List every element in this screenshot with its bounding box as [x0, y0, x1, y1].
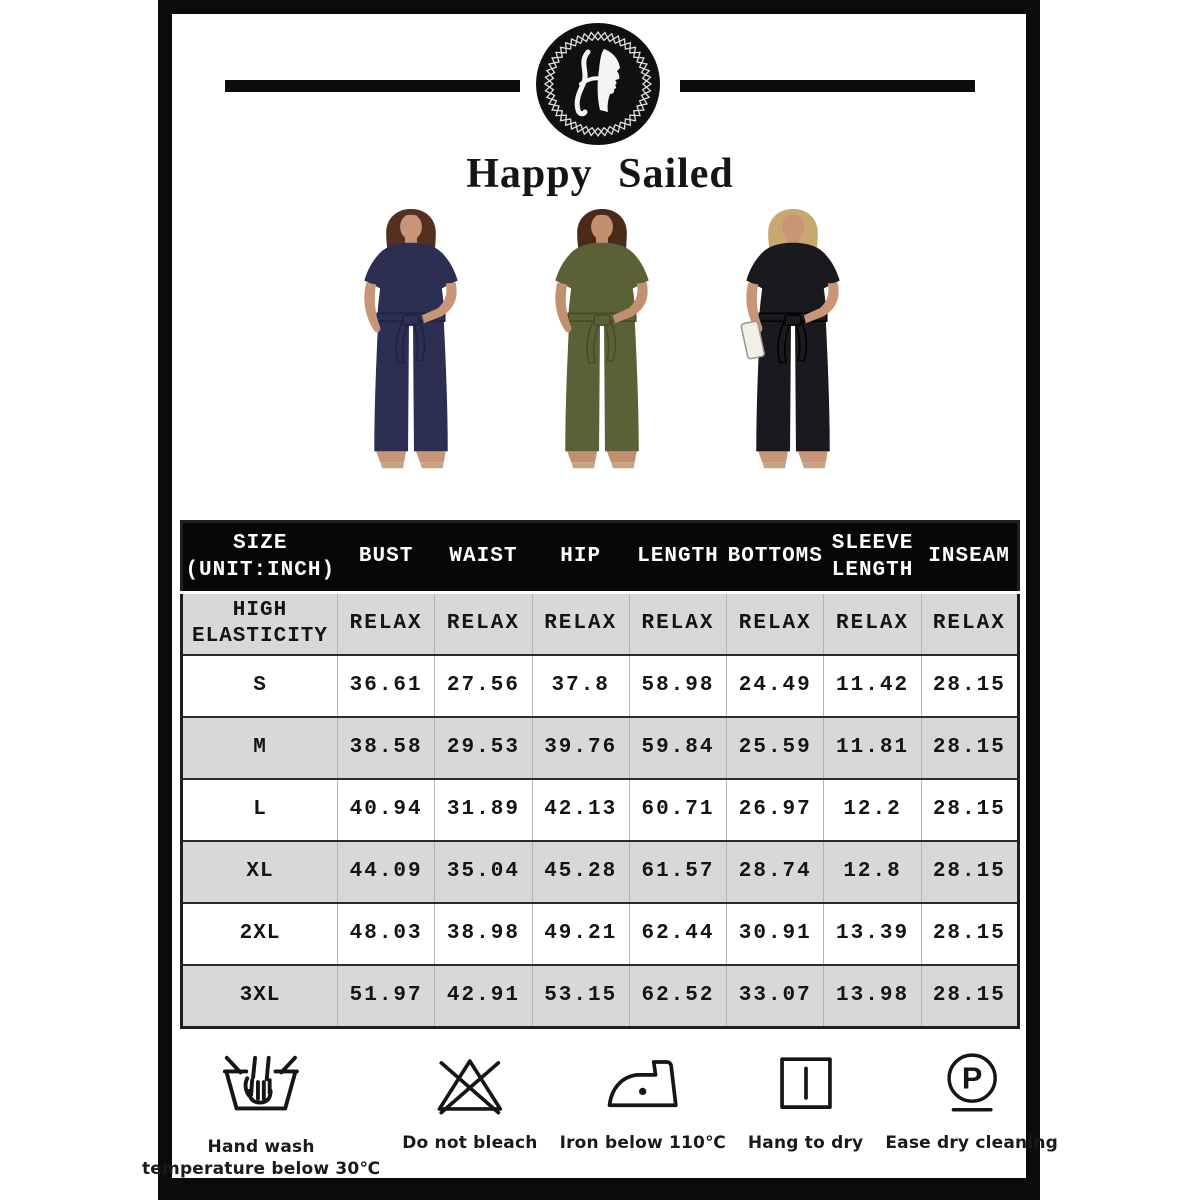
table-row-l [182, 779, 1019, 841]
care-label: Do not bleach [402, 1133, 538, 1153]
cell: 44.09 [338, 841, 435, 903]
cell: 28.15 [921, 717, 1018, 779]
gentle-dry-clean-icon [938, 1050, 1006, 1120]
care-item-hand-wash [142, 1050, 380, 1180]
cell: 37.8 [532, 655, 629, 717]
cell: 36.61 [338, 655, 435, 717]
cell: 51.97 [338, 965, 435, 1028]
col-hip: HIP [532, 522, 629, 593]
cell: 27.56 [435, 655, 532, 717]
care-item-hang-dry [748, 1050, 863, 1154]
table-row-xl [182, 841, 1019, 903]
cell: 61.57 [629, 841, 726, 903]
table-row-2xl [182, 903, 1019, 965]
cell: RELAX [338, 593, 435, 656]
cell: 62.52 [629, 965, 726, 1028]
col-bust: BUST [338, 522, 435, 593]
care-item-iron [560, 1050, 726, 1154]
cell: 49.21 [532, 903, 629, 965]
care-label: Hand wash temperature below 30℃ [141, 1137, 381, 1180]
cell: RELAX [921, 593, 1018, 656]
cell: 35.04 [435, 841, 532, 903]
care-item-dry-clean [885, 1050, 1058, 1154]
cell: RELAX [435, 593, 532, 656]
hand-wash-icon [220, 1050, 302, 1124]
cell: 62.44 [629, 903, 726, 965]
iron-low-heat-icon [604, 1050, 681, 1120]
cell: 40.94 [338, 779, 435, 841]
cell: 13.39 [824, 903, 921, 965]
hang-to-dry-icon [771, 1050, 841, 1120]
col-inseam: INSEAM [921, 522, 1018, 593]
cell: 38.58 [338, 717, 435, 779]
care-instructions [141, 1050, 1059, 1180]
size-unit-header: SIZE (UNIT:INCH) [182, 522, 338, 593]
svg-text:P: P [961, 1060, 982, 1096]
cell: 42.91 [435, 965, 532, 1028]
table-row-3xl [182, 965, 1019, 1028]
cell: RELAX [629, 593, 726, 656]
product-photo-navy-jumpsuit [336, 203, 486, 501]
col-sleeve-length: SLEEVE LENGTH [824, 522, 921, 593]
cell: 12.8 [824, 841, 921, 903]
cell: 13.98 [824, 965, 921, 1028]
cell: 24.49 [727, 655, 824, 717]
cell: 11.42 [824, 655, 921, 717]
header-divider-right [680, 80, 975, 92]
col-length: LENGTH [629, 522, 726, 593]
size-label: 3XL [182, 965, 338, 1028]
cell: RELAX [532, 593, 629, 656]
cell: 28.15 [921, 655, 1018, 717]
cell: 28.15 [921, 903, 1018, 965]
product-photo-black-jumpsuit [718, 203, 868, 501]
size-label: 2XL [182, 903, 338, 965]
size-label: S [182, 655, 338, 717]
cell: 31.89 [435, 779, 532, 841]
size-chart-header-row [182, 522, 1019, 593]
cell: RELAX [727, 593, 824, 656]
cell: 12.2 [824, 779, 921, 841]
cell: 42.13 [532, 779, 629, 841]
table-row-s [182, 655, 1019, 717]
cell: 26.97 [727, 779, 824, 841]
cell: 39.76 [532, 717, 629, 779]
cell: RELAX [824, 593, 921, 656]
elasticity-label: HIGH ELASTICITY [182, 593, 338, 656]
care-label: Ease dry cleaning [885, 1133, 1059, 1153]
cell: 59.84 [629, 717, 726, 779]
cell: 38.98 [435, 903, 532, 965]
cell: 28.15 [921, 841, 1018, 903]
size-chart-table [180, 520, 1020, 1029]
cell: 28.74 [727, 841, 824, 903]
cell: 58.98 [629, 655, 726, 717]
size-label: XL [182, 841, 338, 903]
table-row-m [182, 717, 1019, 779]
col-bottoms: BOTTOMS [727, 522, 824, 593]
cell: 53.15 [532, 965, 629, 1028]
do-not-bleach-icon [433, 1050, 507, 1120]
cell: 60.71 [629, 779, 726, 841]
care-item-do-not-bleach [402, 1050, 537, 1154]
header-divider-left [225, 80, 520, 92]
brand-name: Happy Sailed [466, 151, 734, 197]
cell: 11.81 [824, 717, 921, 779]
product-photos [336, 203, 868, 501]
care-label: Iron below 110℃ [559, 1133, 726, 1153]
cell: 48.03 [338, 903, 435, 965]
elasticity-row [182, 593, 1019, 656]
cell: 28.15 [921, 965, 1018, 1028]
cell: 29.53 [435, 717, 532, 779]
cell: 28.15 [921, 779, 1018, 841]
product-photo-olive-jumpsuit [527, 203, 677, 501]
cell: 25.59 [727, 717, 824, 779]
care-label: Hang to dry [747, 1133, 864, 1153]
cell: 45.28 [532, 841, 629, 903]
col-waist: WAIST [435, 522, 532, 593]
size-label: L [182, 779, 338, 841]
size-label: M [182, 717, 338, 779]
cell: 30.91 [727, 903, 824, 965]
cell: 33.07 [727, 965, 824, 1028]
brand-logo-icon [534, 22, 662, 146]
